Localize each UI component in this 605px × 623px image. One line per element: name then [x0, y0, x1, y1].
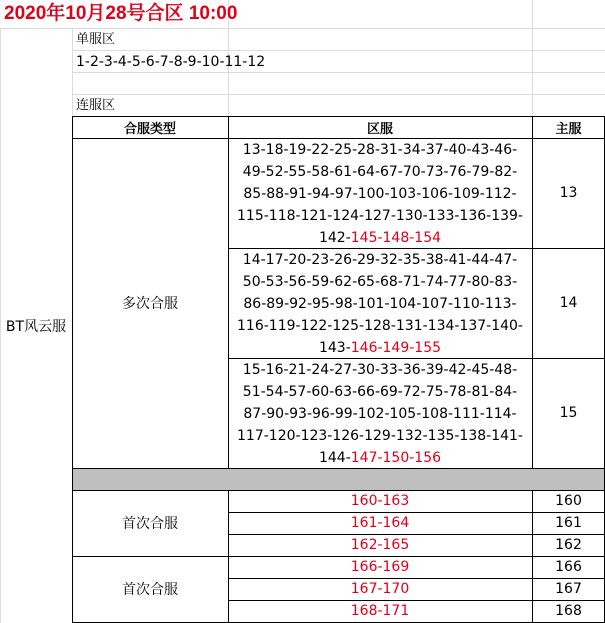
single-zone-servers: 1-2-3-4-5-6-7-8-9-10-11-12 [76, 54, 266, 70]
multi-merge-type: 多次合服 [122, 296, 178, 312]
left-section-label: BT风云服 [5, 318, 67, 335]
first-group-1-row-1-main: 160 [555, 493, 582, 509]
separator-band [72, 468, 605, 490]
first-group-2-row-3-main: 168 [555, 603, 582, 619]
first-group-2-row-3-zone: 168-171 [350, 603, 410, 619]
header-zone: 区服 [366, 121, 393, 137]
first-group-1-row-1-zone: 160-163 [350, 493, 410, 509]
first-group-1-row-2-zone: 161-164 [350, 515, 410, 531]
multi-row-1-main: 13 [559, 185, 578, 201]
first-group-1-row-3-zone: 162-165 [350, 537, 410, 553]
multi-row-2-zones: 14-17-20-23-26-29-32-35-38-41-44-47- 50-53-56-59-62-65-68-71-74-77-80-83- 86-89-92-95-98-101-104-107-110-113- 116-119-122-125-128-131-134-137-140- 143-146-149-155 [237, 252, 523, 356]
first-group-2-row-2-main: 167 [555, 581, 582, 597]
first-merge-type-2: 首次合服 [122, 582, 178, 598]
page-title: 2020年10月28号合区 10:00 [4, 3, 238, 24]
first-merge-type-1: 首次合服 [122, 516, 178, 532]
header-main: 主服 [555, 121, 582, 137]
multi-row-3-zones: 15-16-21-24-27-30-33-36-39-42-45-48- 51-54-57-60-63-66-69-72-75-78-81-84- 87-90-93-96-99-102-105-108-111-114- 117-120-123-126-129-132-135-138-141- 144-147-150-156 [237, 362, 523, 466]
first-group-1-row-3-main: 162 [555, 537, 582, 553]
first-group-2-row-1-zone: 166-169 [350, 559, 410, 575]
multi-row-2-main: 14 [559, 295, 578, 311]
linked-zone-label: 连服区 [76, 98, 116, 113]
multi-row-1-zones: 13-18-19-22-25-28-31-34-37-40-43-46- 49-52-55-58-61-64-67-70-73-76-79-82- 85-88-91-94-97-100-103-106-109-112- 115-118-121-124-127-130-133-136-139- 142-145-148-154 [237, 142, 523, 246]
first-group-2-row-1-main: 166 [555, 559, 582, 575]
single-zone-label: 单服区 [76, 32, 116, 47]
first-group-2-row-2-zone: 167-170 [350, 581, 410, 597]
multi-row-3-main: 15 [559, 405, 578, 421]
first-group-1-row-2-main: 161 [555, 515, 582, 531]
header-type: 合服类型 [123, 121, 176, 137]
